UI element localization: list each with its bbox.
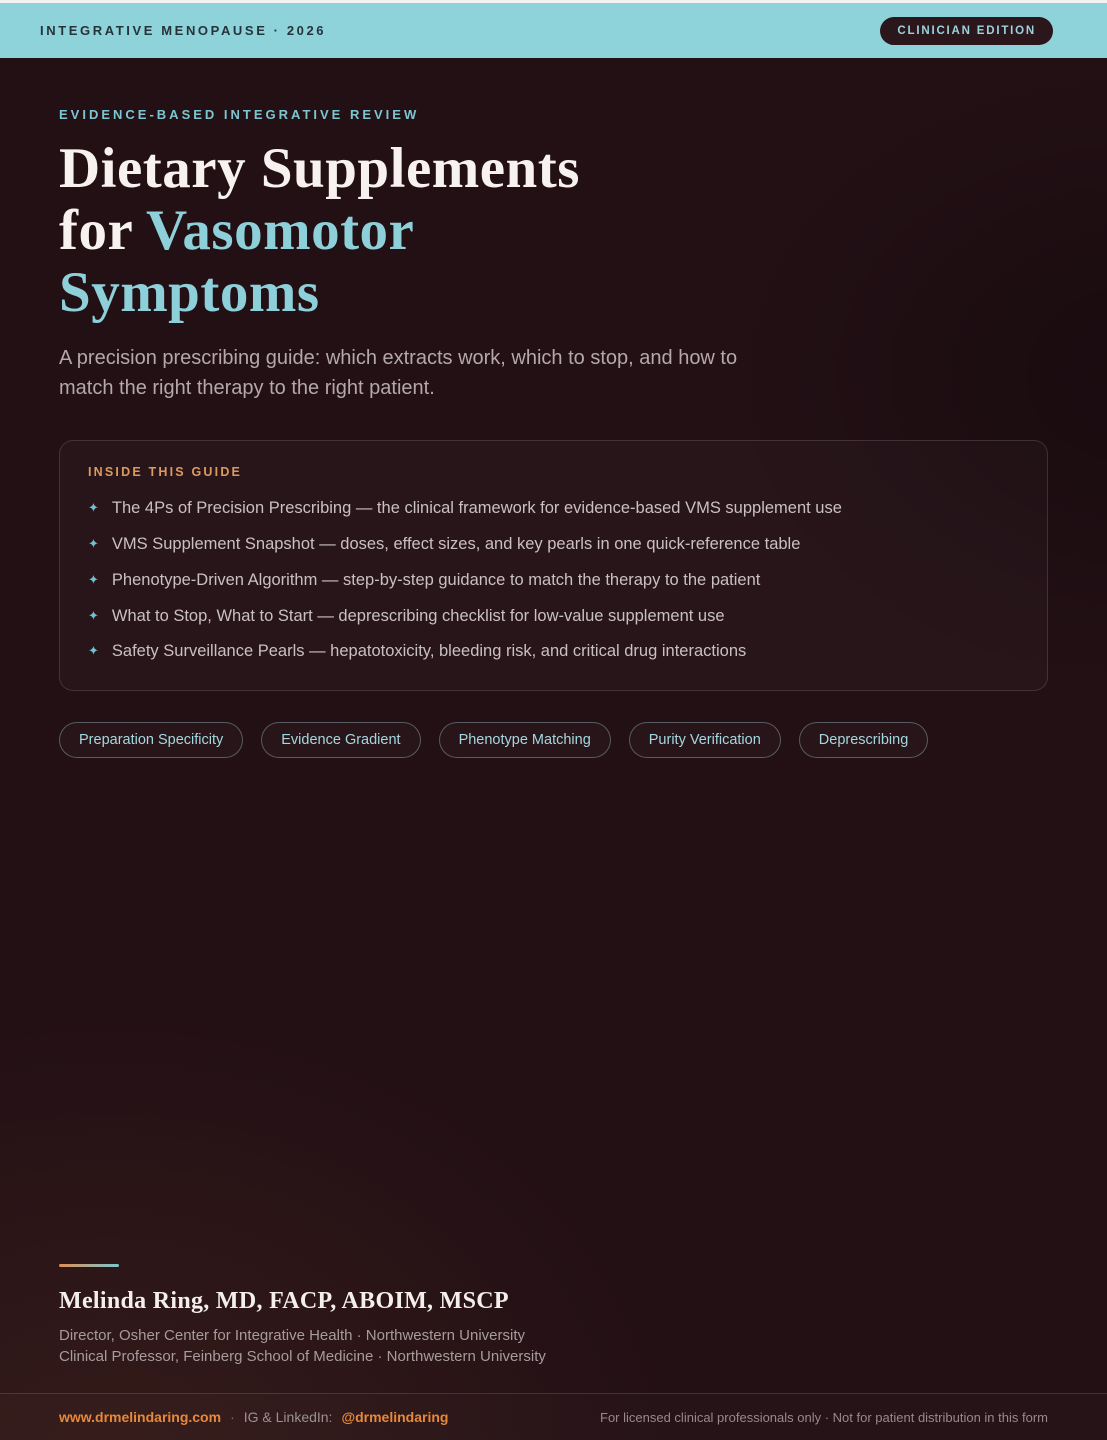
list-item xyxy=(88,533,1019,555)
guide-list xyxy=(88,497,1019,662)
title-text-accent: Vasomotor xyxy=(145,199,415,263)
sparkle-icon: ✦ xyxy=(88,500,99,516)
page-footer xyxy=(0,1393,1107,1440)
author-credential-line: Director, Osher Center for Integrative Health · Northwestern University xyxy=(59,1327,526,1344)
masthead xyxy=(0,3,1107,58)
eyebrow-label: EVIDENCE-BASED INTEGRATIVE REVIEW xyxy=(59,107,420,122)
subtitle: A precision prescribing guide: which extracts work, which to stop, and how to match the right therapy to the right patient. xyxy=(59,347,738,400)
list-item xyxy=(88,497,1019,519)
title-text-accent: Symptoms xyxy=(59,261,320,325)
list-item xyxy=(88,569,1019,591)
title-line-2 xyxy=(59,200,1048,262)
sparkle-icon: ✦ xyxy=(88,536,99,552)
brand-title: INTEGRATIVE MENOPAUSE · 2026 xyxy=(40,23,327,38)
page-title xyxy=(59,138,1048,324)
chip-deprescribing: Deprescribing xyxy=(799,722,928,758)
list-item-text: Phenotype-Driven Algorithm — step-by-step guidance to match the therapy to the patient xyxy=(111,570,761,589)
footer-contact xyxy=(59,1409,448,1425)
inside-guide-panel xyxy=(59,440,1048,690)
list-item-text: The 4Ps of Precision Prescribing — the clinical framework for evidence-based VMS supplement use xyxy=(111,499,842,518)
title-line-1 xyxy=(59,138,1048,200)
topic-chips xyxy=(59,722,1048,758)
main-content xyxy=(0,107,1107,758)
title-text-white: Dietary Supplements xyxy=(59,137,580,200)
author-credentials xyxy=(59,1325,546,1368)
title-line-3 xyxy=(59,262,1048,324)
sparkle-icon: ✦ xyxy=(88,643,99,659)
social-label: IG & LinkedIn: xyxy=(243,1409,333,1425)
title-text-white: for xyxy=(59,199,146,263)
list-item-text: Safety Surveillance Pearls — hepatotoxicity, bleeding risk, and critical drug interactions xyxy=(111,642,747,661)
chip-evidence-gradient: Evidence Gradient xyxy=(261,722,420,758)
author-block xyxy=(59,1264,546,1368)
footer-disclaimer: For licensed clinical professionals only · Not for patient distribution in this form xyxy=(600,1409,1048,1425)
website-link[interactable]: www.drmelindaring.com xyxy=(59,1409,222,1425)
list-item xyxy=(88,605,1019,627)
edition-badge: CLINICIAN EDITION xyxy=(880,17,1053,45)
list-item xyxy=(88,640,1019,662)
author-name: Melinda Ring, MD, FACP, ABOIM, MSCP xyxy=(59,1288,509,1314)
social-handle-link[interactable]: @drmelindaring xyxy=(341,1409,449,1425)
gradient-divider xyxy=(59,1264,119,1267)
chip-phenotype-matching: Phenotype Matching xyxy=(439,722,611,758)
author-credential-line: Clinical Professor, Feinberg School of Medicine · Northwestern University xyxy=(59,1348,546,1366)
list-item-text: What to Stop, What to Start — deprescribing checklist for low-value supplement use xyxy=(111,606,725,625)
guide-panel-label: INSIDE THIS GUIDE xyxy=(88,465,243,480)
sparkle-icon: ✦ xyxy=(88,571,99,587)
sparkle-icon: ✦ xyxy=(88,607,99,623)
footer-separator: · xyxy=(230,1409,235,1425)
chip-purity-verification: Purity Verification xyxy=(629,722,781,758)
chip-preparation-specificity: Preparation Specificity xyxy=(59,722,243,758)
list-item-text: VMS Supplement Snapshot — doses, effect sizes, and key pearls in one quick-reference table xyxy=(111,535,801,554)
